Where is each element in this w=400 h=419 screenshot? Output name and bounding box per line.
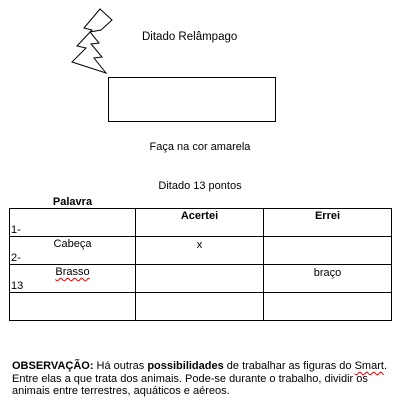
acertei-mark: x (196, 239, 203, 251)
acertei-cell (136, 265, 264, 293)
row-number: 13 (11, 280, 24, 292)
note-text-1: Há outras (93, 360, 148, 372)
instruction-text: Faça na cor amarela (149, 141, 251, 153)
subtitle: Ditado 13 pontos (158, 180, 242, 192)
score-table (9, 196, 392, 321)
table-row (10, 265, 392, 293)
acertei-mark (136, 265, 263, 267)
errei-mark (264, 293, 391, 295)
row-number: 1- (11, 224, 21, 236)
word-text: Cabeça (53, 238, 92, 250)
header-acertei-label: Acertei (180, 210, 219, 222)
acertei-cell (136, 237, 264, 265)
header-errei-label: Errei (314, 210, 341, 222)
acertei-cell (136, 293, 264, 321)
word-text: Brasso (55, 266, 90, 278)
errei-cell (264, 293, 392, 321)
row-number: 2- (11, 252, 21, 264)
acertei-mark (136, 293, 263, 295)
note-smart-word: Smart (354, 360, 384, 372)
page-title: Ditado Relâmpago (142, 31, 238, 43)
answer-box (108, 77, 276, 122)
errei-cell (264, 265, 392, 293)
word-cell (10, 224, 136, 265)
word-cell (10, 280, 136, 321)
header-palavra-label: Palavra (52, 196, 93, 208)
word-cell (10, 252, 136, 293)
header-errei (264, 209, 392, 237)
errei-mark: braço (313, 267, 342, 279)
errei-mark (264, 237, 391, 239)
lightning-bolt-icon (68, 8, 144, 74)
note-text-2: de trabalhar as figuras do (223, 360, 355, 372)
note-bold-word: possibilidades (147, 360, 224, 372)
observation-note (12, 360, 396, 398)
table-row (10, 293, 392, 321)
note-text-3: . Entre elas a que trata dos animais. Pode-se durante o trabalho, dividir os animais entre terrestres, aquáticos e aéreos. (12, 360, 387, 397)
header-acertei (136, 209, 264, 237)
header-palavra (10, 196, 136, 237)
note-label: OBSERVAÇÃO: (12, 360, 94, 372)
table-row (10, 237, 392, 265)
errei-cell (264, 237, 392, 265)
table-header-row (10, 209, 392, 237)
